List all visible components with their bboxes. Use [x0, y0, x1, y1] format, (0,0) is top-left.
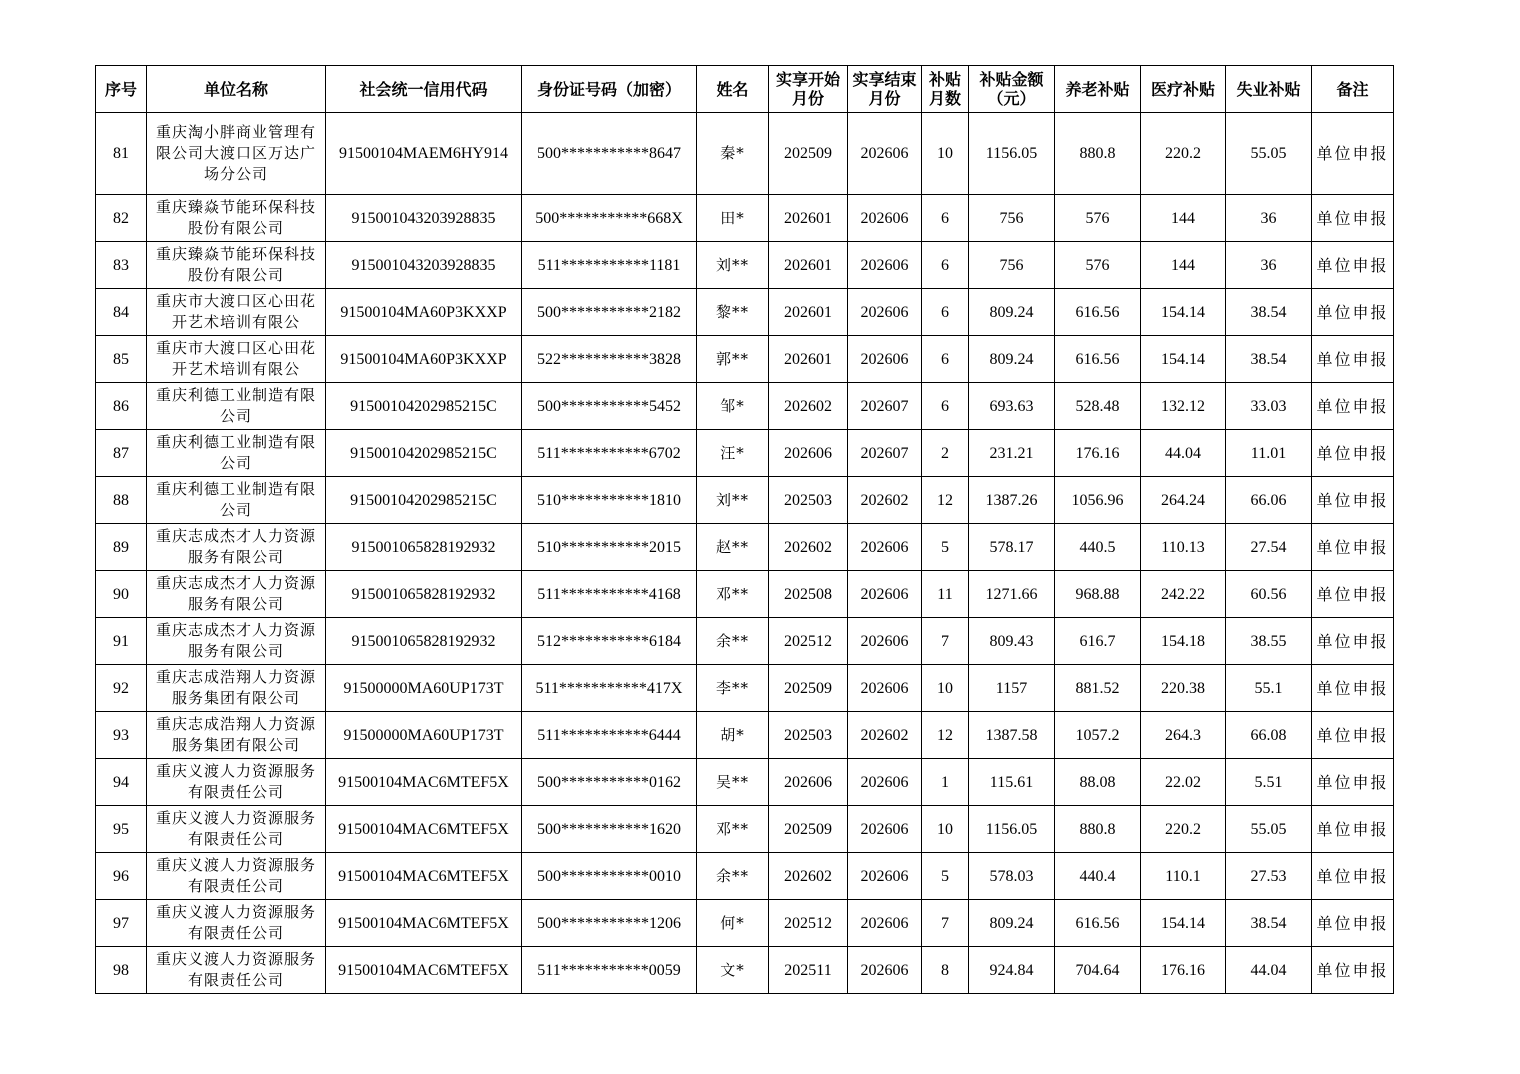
subsidy-table: [95, 65, 1394, 994]
header-amount: 补贴金额（元）: [969, 66, 1055, 113]
end-month: 202606: [848, 665, 922, 712]
credit-code: 91500104MAC6MTEF5X: [326, 806, 522, 853]
row-index: 90: [96, 571, 147, 618]
unemployment-subsidy: 44.04: [1226, 947, 1312, 994]
subsidy-amount: 809.24: [969, 336, 1055, 383]
start-month: 202509: [769, 665, 848, 712]
subsidy-months: 6: [922, 336, 969, 383]
id-number: 500***********8647: [522, 113, 697, 195]
subsidy-amount: 924.84: [969, 947, 1055, 994]
table-row: [96, 665, 1394, 712]
subsidy-amount: 809.43: [969, 618, 1055, 665]
header-index: 序号: [96, 66, 147, 113]
person-name: 秦*: [697, 113, 769, 195]
table-row: [96, 853, 1394, 900]
company-name: 重庆臻焱节能环保科技股份有限公司: [147, 195, 326, 242]
start-month: 202509: [769, 113, 848, 195]
person-name: 胡*: [697, 712, 769, 759]
pension-subsidy: 704.64: [1055, 947, 1141, 994]
unemployment-subsidy: 5.51: [1226, 759, 1312, 806]
id-number: 500***********5452: [522, 383, 697, 430]
pension-subsidy: 616.56: [1055, 900, 1141, 947]
remark: 单位申报: [1312, 430, 1394, 477]
credit-code: 91500104MAC6MTEF5X: [326, 853, 522, 900]
subsidy-amount: 756: [969, 195, 1055, 242]
credit-code: 91500104MA60P3KXXP: [326, 336, 522, 383]
start-month: 202602: [769, 853, 848, 900]
header-start-month: 实享开始月份: [769, 66, 848, 113]
table-row: [96, 477, 1394, 524]
remark: 单位申报: [1312, 900, 1394, 947]
person-name: 黎**: [697, 289, 769, 336]
table-row: [96, 900, 1394, 947]
unemployment-subsidy: 11.01: [1226, 430, 1312, 477]
start-month: 202601: [769, 242, 848, 289]
id-number: 511***********6444: [522, 712, 697, 759]
table-row: [96, 618, 1394, 665]
medical-subsidy: 110.1: [1141, 853, 1226, 900]
credit-code: 91500104MA60P3KXXP: [326, 289, 522, 336]
end-month: 202606: [848, 242, 922, 289]
start-month: 202601: [769, 289, 848, 336]
subsidy-amount: 115.61: [969, 759, 1055, 806]
end-month: 202606: [848, 947, 922, 994]
subsidy-amount: 578.17: [969, 524, 1055, 571]
id-number: 512***********6184: [522, 618, 697, 665]
pension-subsidy: 576: [1055, 242, 1141, 289]
credit-code: 915001065828192932: [326, 524, 522, 571]
pension-subsidy: 968.88: [1055, 571, 1141, 618]
row-index: 82: [96, 195, 147, 242]
pension-subsidy: 880.8: [1055, 113, 1141, 195]
table-row: [96, 759, 1394, 806]
header-medical: 医疗补贴: [1141, 66, 1226, 113]
company-name: 重庆义渡人力资源服务有限责任公司: [147, 853, 326, 900]
credit-code: 91500104MAC6MTEF5X: [326, 900, 522, 947]
start-month: 202602: [769, 524, 848, 571]
subsidy-months: 11: [922, 571, 969, 618]
pension-subsidy: 880.8: [1055, 806, 1141, 853]
row-index: 87: [96, 430, 147, 477]
pension-subsidy: 440.4: [1055, 853, 1141, 900]
credit-code: 91500104202985215C: [326, 430, 522, 477]
table-row: [96, 430, 1394, 477]
unemployment-subsidy: 27.54: [1226, 524, 1312, 571]
start-month: 202512: [769, 900, 848, 947]
start-month: 202601: [769, 195, 848, 242]
end-month: 202606: [848, 336, 922, 383]
company-name: 重庆市大渡口区心田花开艺术培训有限公: [147, 289, 326, 336]
end-month: 202606: [848, 195, 922, 242]
medical-subsidy: 264.24: [1141, 477, 1226, 524]
unemployment-subsidy: 55.05: [1226, 113, 1312, 195]
medical-subsidy: 154.18: [1141, 618, 1226, 665]
end-month: 202607: [848, 383, 922, 430]
table-row: [96, 336, 1394, 383]
medical-subsidy: 154.14: [1141, 900, 1226, 947]
company-name: 重庆志成杰才人力资源服务有限公司: [147, 524, 326, 571]
medical-subsidy: 220.2: [1141, 806, 1226, 853]
subsidy-amount: 578.03: [969, 853, 1055, 900]
subsidy-months: 8: [922, 947, 969, 994]
subsidy-amount: 756: [969, 242, 1055, 289]
medical-subsidy: 154.14: [1141, 336, 1226, 383]
credit-code: 915001065828192932: [326, 618, 522, 665]
unemployment-subsidy: 38.54: [1226, 289, 1312, 336]
pension-subsidy: 176.16: [1055, 430, 1141, 477]
header-company: 单位名称: [147, 66, 326, 113]
pension-subsidy: 528.48: [1055, 383, 1141, 430]
subsidy-months: 6: [922, 289, 969, 336]
company-name: 重庆市大渡口区心田花开艺术培训有限公: [147, 336, 326, 383]
end-month: 202606: [848, 853, 922, 900]
subsidy-months: 12: [922, 477, 969, 524]
credit-code: 91500104MAEM6HY914: [326, 113, 522, 195]
end-month: 202606: [848, 524, 922, 571]
subsidy-amount: 693.63: [969, 383, 1055, 430]
row-index: 94: [96, 759, 147, 806]
remark: 单位申报: [1312, 336, 1394, 383]
start-month: 202606: [769, 759, 848, 806]
start-month: 202601: [769, 336, 848, 383]
subsidy-amount: 809.24: [969, 900, 1055, 947]
company-name: 重庆利德工业制造有限公司: [147, 430, 326, 477]
medical-subsidy: 176.16: [1141, 947, 1226, 994]
unemployment-subsidy: 66.08: [1226, 712, 1312, 759]
subsidy-months: 6: [922, 242, 969, 289]
person-name: 邓**: [697, 571, 769, 618]
remark: 单位申报: [1312, 524, 1394, 571]
remark: 单位申报: [1312, 195, 1394, 242]
subsidy-amount: 1271.66: [969, 571, 1055, 618]
medical-subsidy: 220.2: [1141, 113, 1226, 195]
remark: 单位申报: [1312, 383, 1394, 430]
person-name: 李**: [697, 665, 769, 712]
row-index: 91: [96, 618, 147, 665]
person-name: 何*: [697, 900, 769, 947]
pension-subsidy: 616.7: [1055, 618, 1141, 665]
unemployment-subsidy: 33.03: [1226, 383, 1312, 430]
header-end-month: 实享结束月份: [848, 66, 922, 113]
table-row: [96, 947, 1394, 994]
company-name: 重庆志成浩翔人力资源服务集团有限公司: [147, 712, 326, 759]
subsidy-amount: 231.21: [969, 430, 1055, 477]
subsidy-months: 2: [922, 430, 969, 477]
company-name: 重庆志成浩翔人力资源服务集团有限公司: [147, 665, 326, 712]
row-index: 85: [96, 336, 147, 383]
company-name: 重庆义渡人力资源服务有限责任公司: [147, 806, 326, 853]
id-number: 511***********417X: [522, 665, 697, 712]
unemployment-subsidy: 66.06: [1226, 477, 1312, 524]
unemployment-subsidy: 60.56: [1226, 571, 1312, 618]
start-month: 202512: [769, 618, 848, 665]
id-number: 522***********3828: [522, 336, 697, 383]
header-months: 补贴月数: [922, 66, 969, 113]
table-row: [96, 195, 1394, 242]
remark: 单位申报: [1312, 571, 1394, 618]
company-name: 重庆义渡人力资源服务有限责任公司: [147, 900, 326, 947]
table-row: [96, 242, 1394, 289]
subsidy-amount: 809.24: [969, 289, 1055, 336]
pension-subsidy: 576: [1055, 195, 1141, 242]
row-index: 83: [96, 242, 147, 289]
subsidy-months: 10: [922, 113, 969, 195]
pension-subsidy: 440.5: [1055, 524, 1141, 571]
remark: 单位申报: [1312, 618, 1394, 665]
id-number: 511***********6702: [522, 430, 697, 477]
credit-code: 91500104202985215C: [326, 477, 522, 524]
id-number: 511***********0059: [522, 947, 697, 994]
medical-subsidy: 22.02: [1141, 759, 1226, 806]
header-unemployment: 失业补贴: [1226, 66, 1312, 113]
start-month: 202602: [769, 383, 848, 430]
person-name: 余**: [697, 618, 769, 665]
company-name: 重庆利德工业制造有限公司: [147, 383, 326, 430]
company-name: 重庆义渡人力资源服务有限责任公司: [147, 759, 326, 806]
person-name: 田*: [697, 195, 769, 242]
unemployment-subsidy: 38.54: [1226, 900, 1312, 947]
row-index: 84: [96, 289, 147, 336]
remark: 单位申报: [1312, 242, 1394, 289]
id-number: 500***********0010: [522, 853, 697, 900]
subsidy-amount: 1156.05: [969, 113, 1055, 195]
medical-subsidy: 154.14: [1141, 289, 1226, 336]
subsidy-months: 10: [922, 806, 969, 853]
company-name: 重庆志成杰才人力资源服务有限公司: [147, 571, 326, 618]
credit-code: 915001043203928835: [326, 195, 522, 242]
pension-subsidy: 881.52: [1055, 665, 1141, 712]
pension-subsidy: 1057.2: [1055, 712, 1141, 759]
person-name: 邹*: [697, 383, 769, 430]
end-month: 202606: [848, 289, 922, 336]
id-number: 500***********668X: [522, 195, 697, 242]
medical-subsidy: 264.3: [1141, 712, 1226, 759]
person-name: 刘**: [697, 242, 769, 289]
remark: 单位申报: [1312, 712, 1394, 759]
credit-code: 91500000MA60UP173T: [326, 665, 522, 712]
pension-subsidy: 1056.96: [1055, 477, 1141, 524]
row-index: 92: [96, 665, 147, 712]
company-name: 重庆淘小胖商业管理有限公司大渡口区万达广场分公司: [147, 113, 326, 195]
unemployment-subsidy: 38.54: [1226, 336, 1312, 383]
subsidy-amount: 1387.58: [969, 712, 1055, 759]
start-month: 202508: [769, 571, 848, 618]
credit-code: 91500104202985215C: [326, 383, 522, 430]
row-index: 95: [96, 806, 147, 853]
credit-code: 91500104MAC6MTEF5X: [326, 759, 522, 806]
row-index: 93: [96, 712, 147, 759]
person-name: 邓**: [697, 806, 769, 853]
unemployment-subsidy: 55.1: [1226, 665, 1312, 712]
company-name: 重庆利德工业制造有限公司: [147, 477, 326, 524]
subsidy-months: 5: [922, 853, 969, 900]
end-month: 202606: [848, 806, 922, 853]
start-month: 202503: [769, 712, 848, 759]
pension-subsidy: 88.08: [1055, 759, 1141, 806]
subsidy-months: 6: [922, 195, 969, 242]
header-person-name: 姓名: [697, 66, 769, 113]
end-month: 202602: [848, 477, 922, 524]
id-number: 511***********1181: [522, 242, 697, 289]
medical-subsidy: 132.12: [1141, 383, 1226, 430]
unemployment-subsidy: 36: [1226, 195, 1312, 242]
table-row: [96, 113, 1394, 195]
medical-subsidy: 220.38: [1141, 665, 1226, 712]
remark: 单位申报: [1312, 853, 1394, 900]
header-id-number: 身份证号码（加密）: [522, 66, 697, 113]
remark: 单位申报: [1312, 806, 1394, 853]
start-month: 202509: [769, 806, 848, 853]
person-name: 汪*: [697, 430, 769, 477]
id-number: 511***********4168: [522, 571, 697, 618]
id-number: 510***********2015: [522, 524, 697, 571]
medical-subsidy: 44.04: [1141, 430, 1226, 477]
subsidy-months: 12: [922, 712, 969, 759]
end-month: 202606: [848, 900, 922, 947]
header-credit-code: 社会统一信用代码: [326, 66, 522, 113]
table-row: [96, 712, 1394, 759]
company-name: 重庆志成杰才人力资源服务有限公司: [147, 618, 326, 665]
row-index: 81: [96, 113, 147, 195]
table-row: [96, 806, 1394, 853]
id-number: 500***********1620: [522, 806, 697, 853]
person-name: 郭**: [697, 336, 769, 383]
table-row: [96, 524, 1394, 571]
subsidy-months: 7: [922, 900, 969, 947]
end-month: 202606: [848, 571, 922, 618]
credit-code: 915001065828192932: [326, 571, 522, 618]
subsidy-months: 1: [922, 759, 969, 806]
credit-code: 91500000MA60UP173T: [326, 712, 522, 759]
start-month: 202606: [769, 430, 848, 477]
row-index: 89: [96, 524, 147, 571]
subsidy-amount: 1387.26: [969, 477, 1055, 524]
remark: 单位申报: [1312, 665, 1394, 712]
header-pension: 养老补贴: [1055, 66, 1141, 113]
table-row: [96, 571, 1394, 618]
row-index: 97: [96, 900, 147, 947]
pension-subsidy: 616.56: [1055, 289, 1141, 336]
row-index: 86: [96, 383, 147, 430]
end-month: 202606: [848, 113, 922, 195]
person-name: 吴**: [697, 759, 769, 806]
start-month: 202503: [769, 477, 848, 524]
table-row: [96, 383, 1394, 430]
start-month: 202511: [769, 947, 848, 994]
row-index: 98: [96, 947, 147, 994]
medical-subsidy: 242.22: [1141, 571, 1226, 618]
remark: 单位申报: [1312, 759, 1394, 806]
row-index: 96: [96, 853, 147, 900]
subsidy-months: 6: [922, 383, 969, 430]
credit-code: 91500104MAC6MTEF5X: [326, 947, 522, 994]
medical-subsidy: 110.13: [1141, 524, 1226, 571]
table-row: [96, 289, 1394, 336]
remark: 单位申报: [1312, 113, 1394, 195]
id-number: 510***********1810: [522, 477, 697, 524]
unemployment-subsidy: 36: [1226, 242, 1312, 289]
end-month: 202606: [848, 618, 922, 665]
credit-code: 915001043203928835: [326, 242, 522, 289]
medical-subsidy: 144: [1141, 195, 1226, 242]
header-row: [96, 66, 1394, 113]
id-number: 500***********1206: [522, 900, 697, 947]
header-remark: 备注: [1312, 66, 1394, 113]
company-name: 重庆臻焱节能环保科技股份有限公司: [147, 242, 326, 289]
person-name: 余**: [697, 853, 769, 900]
person-name: 赵**: [697, 524, 769, 571]
remark: 单位申报: [1312, 477, 1394, 524]
row-index: 88: [96, 477, 147, 524]
unemployment-subsidy: 55.05: [1226, 806, 1312, 853]
subsidy-amount: 1157: [969, 665, 1055, 712]
id-number: 500***********0162: [522, 759, 697, 806]
person-name: 刘**: [697, 477, 769, 524]
end-month: 202607: [848, 430, 922, 477]
pension-subsidy: 616.56: [1055, 336, 1141, 383]
medical-subsidy: 144: [1141, 242, 1226, 289]
id-number: 500***********2182: [522, 289, 697, 336]
subsidy-months: 7: [922, 618, 969, 665]
unemployment-subsidy: 38.55: [1226, 618, 1312, 665]
end-month: 202606: [848, 759, 922, 806]
person-name: 文*: [697, 947, 769, 994]
subsidy-months: 5: [922, 524, 969, 571]
company-name: 重庆义渡人力资源服务有限责任公司: [147, 947, 326, 994]
subsidy-months: 10: [922, 665, 969, 712]
end-month: 202602: [848, 712, 922, 759]
unemployment-subsidy: 27.53: [1226, 853, 1312, 900]
subsidy-amount: 1156.05: [969, 806, 1055, 853]
remark: 单位申报: [1312, 947, 1394, 994]
remark: 单位申报: [1312, 289, 1394, 336]
